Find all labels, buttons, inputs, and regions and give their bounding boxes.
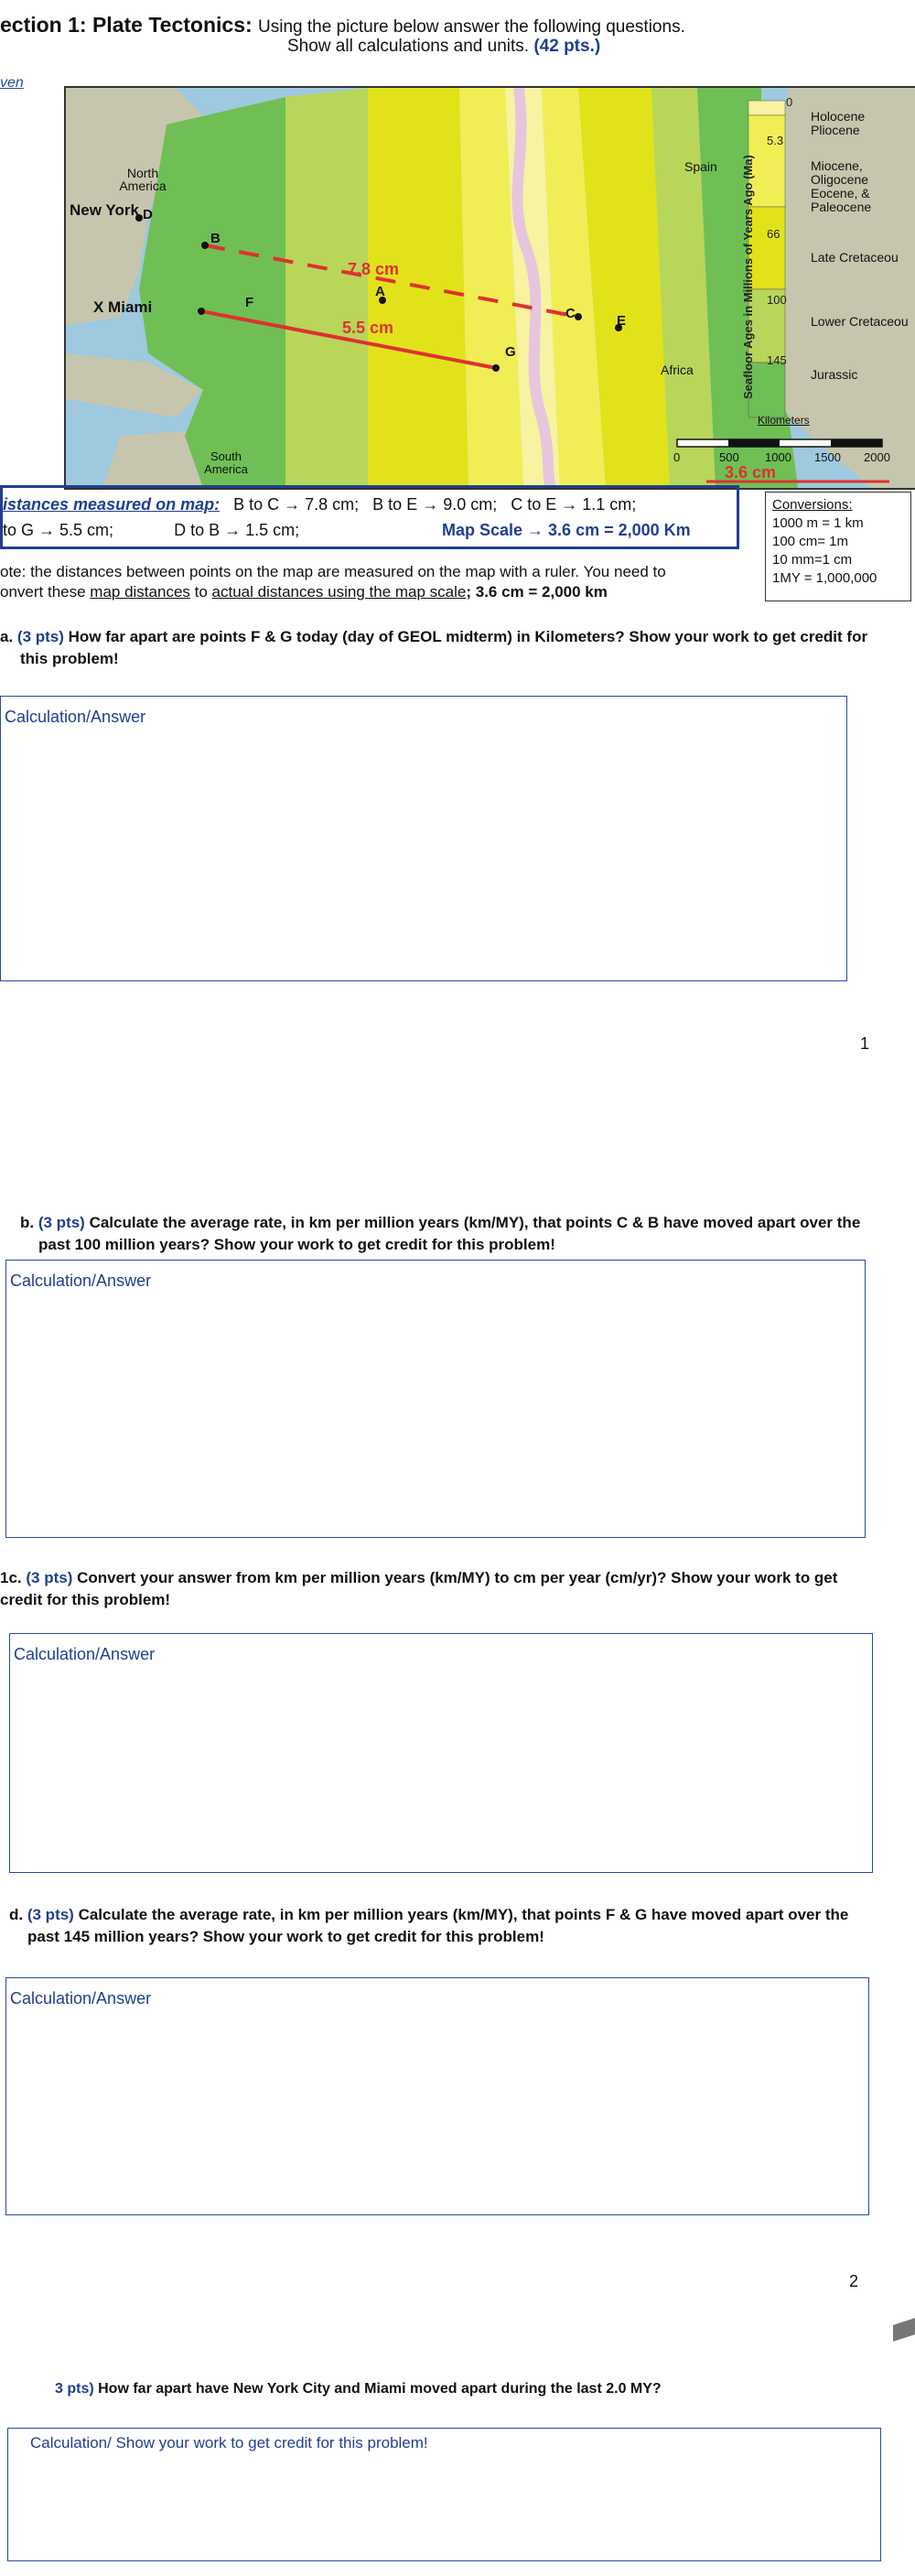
label-point-e: E (617, 313, 627, 329)
conversion-item: 1000 m = 1 km (772, 515, 864, 531)
question-1c-text-2: credit for this problem! (0, 1591, 171, 1608)
question-1c-prefix: 1c. (0, 1569, 22, 1586)
note-line-2-c: to (189, 583, 212, 601)
legend-tick-100: 100 (767, 293, 787, 307)
distances-box (0, 485, 739, 549)
legend-label-holocene: Holocene Pliocene (811, 109, 866, 137)
question-1d-prefix: d. (9, 1906, 24, 1923)
band-lower-west (285, 88, 368, 488)
point-c (575, 313, 582, 320)
section-title-text: ection 1: Plate Tectonics: (0, 13, 253, 37)
label-new-york: New York (70, 201, 139, 219)
answer-box-1d[interactable] (5, 1977, 869, 2215)
note-text (0, 562, 666, 602)
label-north-america: North America (119, 166, 167, 193)
answer-box-1a[interactable] (0, 696, 847, 981)
point-b (201, 242, 209, 249)
distances-row-2 (3, 521, 299, 540)
subtitle-text: Show all calculations and units. (287, 37, 530, 56)
question-1c (0, 1567, 915, 1611)
conversions-heading: Conversions: (772, 497, 853, 513)
note-line-2 (0, 582, 666, 602)
answer-label-1e: Calculation/ Show your work to get credit for this problem! (30, 2434, 428, 2452)
question-1b-text: Calculate the average rate, in km per million years (km/MY), that points C & B have moved apart over the (89, 1214, 861, 1231)
question-1d (9, 1904, 915, 1948)
note-line-2-a: onvert these (0, 583, 91, 601)
label-africa: Africa (661, 363, 694, 377)
conversion-item: 10 mm=1 cm (772, 552, 853, 568)
scale-tick-2000: 2000 (864, 450, 890, 464)
conversion-item: 1MY = 1,000,000 (772, 570, 877, 586)
conversions-box (765, 492, 911, 601)
legend-tick-145: 145 (767, 353, 787, 367)
question-1e (55, 2378, 915, 2400)
scale-bar-segment-2 (831, 439, 882, 447)
section-title (0, 13, 685, 38)
distance-fg: to G → 5.5 cm; (3, 521, 114, 539)
answer-box-1c[interactable] (9, 1633, 873, 1873)
legend-tick-0: 0 (786, 95, 793, 109)
label-point-d: D (143, 207, 153, 222)
question-1c-points: (3 pts) (26, 1569, 73, 1586)
measure-label-bc: 7.8 cm (348, 260, 400, 278)
page-number-2: 2 (849, 2272, 859, 2290)
legend-label-late: Late Cretaceou (811, 250, 899, 265)
question-1b-prefix: b. (20, 1214, 35, 1231)
point-f (198, 308, 205, 315)
answer-label-1c: Calculation/Answer (14, 1645, 156, 1663)
section-subtitle (287, 37, 600, 57)
label-point-c: C (565, 306, 576, 321)
point-g (492, 364, 500, 372)
scale-tick-1000: 1000 (765, 450, 791, 464)
label-miami: X Miami (93, 298, 153, 316)
label-point-f: F (245, 295, 254, 310)
question-1b-text-2: past 100 million years? Show your work to get credit for this problem! (38, 1236, 555, 1253)
legend-label-jurassic: Jurassic (811, 367, 858, 382)
label-spain: Spain (684, 159, 717, 174)
note-scale: ; 3.6 cm = 2,000 km (466, 583, 608, 601)
answer-label-1b: Calculation/Answer (10, 1272, 152, 1290)
seafloor-age-map (64, 86, 915, 490)
scale-cm-label: 3.6 cm (725, 463, 777, 482)
answer-box-1b[interactable] (5, 1260, 866, 1538)
question-1e-points: 3 pts) (55, 2381, 94, 2397)
question-1d-text: Calculate the average rate, in km per million years (km/MY), that points F & G have moved apart over the (78, 1906, 849, 1923)
note-actual-distances: actual distances using the map scale (211, 583, 467, 601)
given-label: ven (0, 75, 24, 91)
question-1a-prefix: a. (0, 628, 14, 645)
scale-bar-segment (728, 439, 780, 447)
question-1a: a. (3 pts) How far apart are points F & G today (day of GEOL midterm) in Kilometers? Show your work to get credit for this problem! (0, 626, 915, 670)
note-line-1: ote: the distances between points on the map are measured on the map with a ruler. You need to (0, 563, 666, 580)
scale-tick-0: 0 (673, 450, 681, 464)
question-1d-text-2: past 145 million years? Show your work to get credit for this problem! (27, 1928, 544, 1945)
note-map-distances: map distances (90, 583, 190, 601)
question-1b (20, 1212, 915, 1256)
distance-db: D to B → 1.5 cm; (174, 521, 300, 539)
scale-tick-1500: 1500 (814, 450, 841, 464)
answer-box-1e[interactable] (7, 2428, 881, 2561)
distance-bc: B to C → 7.8 cm; (233, 495, 360, 514)
conversion-item: 100 cm= 1m (772, 534, 848, 549)
legend-label-miocene: Miocene, Oligocene Eocene, & Paleocene (811, 158, 872, 214)
label-point-a: A (375, 284, 385, 299)
answer-label-1a: Calculation/Answer (5, 708, 146, 726)
page-number-1: 1 (860, 1034, 870, 1053)
question-1a-text: How far apart are points F & G today (day of GEOL midterm) in Kilometers? Show your work to get credit for (68, 628, 868, 645)
distance-be: B to E → 9.0 cm; (372, 495, 498, 514)
legend-label-lower: Lower Cretaceou (811, 314, 909, 329)
scale-tick-500: 500 (719, 450, 739, 464)
page-corner-mark (893, 2318, 915, 2342)
question-1e-text: How far apart have New York City and Miami moved apart during the last 2.0 MY? (98, 2381, 662, 2397)
legend-tick-5-3: 5.3 (767, 134, 784, 147)
section-points: (42 pts.) (533, 37, 601, 56)
legend-swatch-holocene (748, 101, 785, 115)
question-1c-text: Convert your answer from km per million years (km/MY) to cm per year (cm/yr)? Show your work to get (77, 1569, 838, 1586)
map-scale-text: Map Scale → 3.6 cm = 2,000 Km (442, 521, 691, 539)
distance-ce: C to E → 1.1 cm; (511, 495, 637, 514)
label-south-america: South America (204, 449, 248, 476)
measure-label-fg: 5.5 cm (342, 319, 394, 337)
legend-tick-66: 66 (767, 227, 780, 241)
section-instruction: Using the picture below answer the following questions. (258, 17, 685, 37)
distances-heading: istances measured on map: (3, 495, 221, 514)
map-graphic (66, 88, 915, 488)
label-point-g: G (505, 344, 516, 360)
question-1b-points: (3 pts) (38, 1214, 85, 1231)
distances-row-1 (3, 495, 636, 514)
label-point-b: B (210, 231, 221, 246)
scale-title: Kilometers (758, 414, 810, 427)
question-1a-text-2: this problem! (20, 650, 119, 667)
answer-label-1d: Calculation/Answer (10, 1989, 152, 2008)
question-1d-points: (3 pts) (27, 1906, 74, 1923)
